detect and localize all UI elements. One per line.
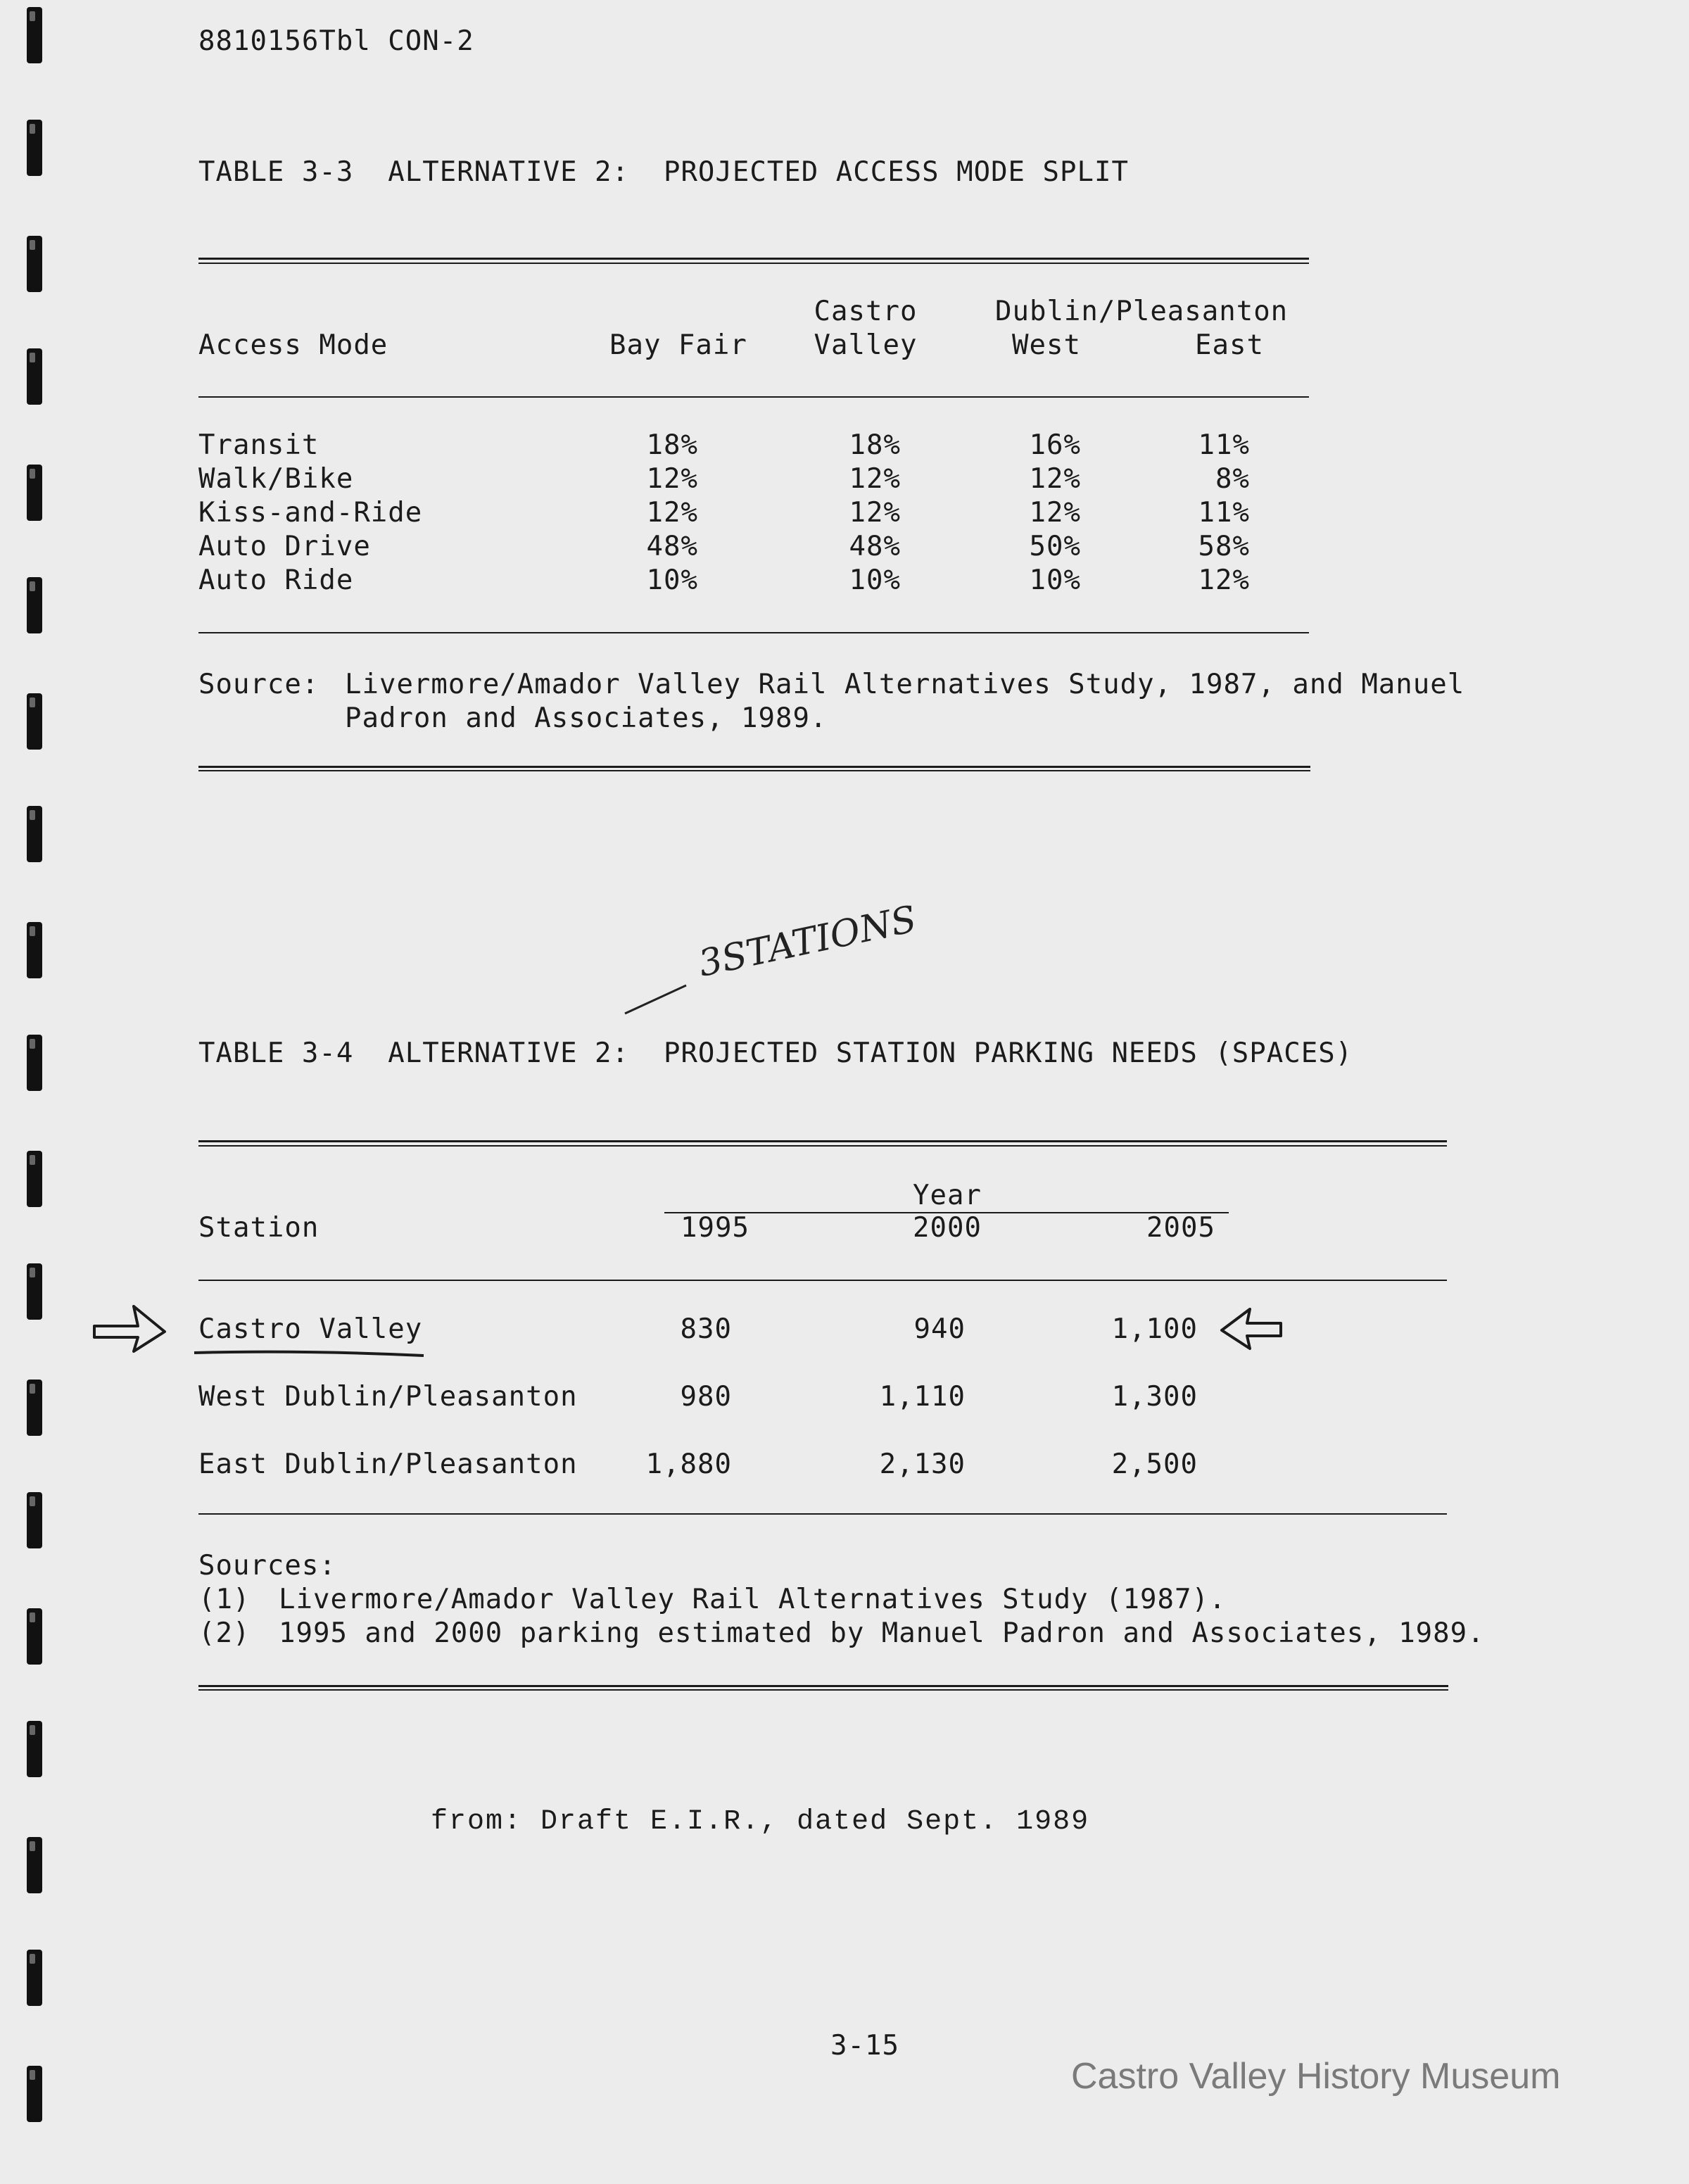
table1-cell-west: 12% <box>1029 463 1081 495</box>
table2-cell-station: Castro Valley <box>198 1313 423 1345</box>
table2-cell-2000: 1,110 <box>879 1381 966 1413</box>
table1-header-access-mode: Access Mode <box>198 329 388 361</box>
table2-cell-1995: 830 <box>680 1313 732 1345</box>
table2-source1: Livermore/Amador Valley Rail Alternatives Study (1987). <box>279 1584 1227 1615</box>
table1-end-rule <box>198 770 1310 771</box>
table1-bottom-rule <box>198 632 1309 633</box>
table2-header-year: Year <box>913 1180 982 1211</box>
table2-cell-2000: 2,130 <box>879 1448 966 1480</box>
binder-hole <box>27 1151 42 1207</box>
table1-cell-west: 16% <box>1029 429 1081 461</box>
table2-cell-1995: 980 <box>680 1381 732 1413</box>
table1-cell-mode: Auto Ride <box>198 564 354 596</box>
binder-holes <box>21 0 49 2184</box>
table2-title: TABLE 3-4 ALTERNATIVE 2: PROJECTED STATION PARKING NEEDS (SPACES) <box>198 1037 1353 1069</box>
table1-cell-mode: Transit <box>198 429 320 461</box>
binder-hole <box>27 693 42 750</box>
castro-valley-underline <box>194 1352 424 1356</box>
table2-cell-1995: 1,880 <box>645 1448 732 1480</box>
table1-cell-castro: 48% <box>849 531 901 562</box>
binder-hole <box>27 465 42 521</box>
table2-source2: 1995 and 2000 parking estimated by Manuel Padron and Associates, 1989. <box>279 1617 1485 1649</box>
table2-source1-number: (1) <box>198 1584 251 1615</box>
table2-cell-2005: 2,500 <box>1111 1448 1198 1480</box>
table1-cell-castro: 12% <box>849 463 901 495</box>
table2-cell-station: East Dublin/Pleasanton <box>198 1448 578 1480</box>
table1-header-dublin-group: Dublin/Pleasanton <box>995 296 1289 327</box>
table2-header-rule <box>198 1280 1447 1281</box>
binder-hole <box>27 922 42 978</box>
binder-hole <box>27 1608 42 1665</box>
from-note: from: Draft E.I.R., dated Sept. 1989 <box>431 1806 1090 1838</box>
binder-hole <box>27 1492 42 1548</box>
table1-cell-bay-fair: 18% <box>646 429 698 461</box>
table2-end-rule <box>198 1685 1448 1687</box>
table1-cell-east: 12% <box>1198 564 1250 596</box>
table2-cell-2000: 940 <box>913 1313 966 1345</box>
table1-cell-west: 12% <box>1029 497 1081 529</box>
table1-top-rule <box>198 263 1309 264</box>
table1-cell-east: 11% <box>1198 497 1250 529</box>
binder-hole <box>27 120 42 176</box>
binder-hole <box>27 236 42 292</box>
table1-cell-castro: 10% <box>849 564 901 596</box>
binder-hole <box>27 348 42 405</box>
table1-cell-bay-fair: 10% <box>646 564 698 596</box>
table2-cell-2005: 1,300 <box>1111 1381 1198 1413</box>
left-arrow-icon <box>1222 1309 1281 1349</box>
table1-cell-bay-fair: 12% <box>646 463 698 495</box>
handwritten-annotation: 3STATIONS <box>695 897 921 985</box>
table1-source-line2: Padron and Associates, 1989. <box>345 702 828 734</box>
table1-cell-east: 58% <box>1198 531 1250 562</box>
table2-bottom-rule <box>198 1513 1447 1515</box>
table2-cell-2005: 1,100 <box>1111 1313 1198 1345</box>
binder-hole <box>27 577 42 633</box>
table1-cell-mode: Auto Drive <box>198 531 371 562</box>
binder-hole <box>27 1837 42 1893</box>
table2-top-rule <box>198 1145 1447 1147</box>
table1-cell-mode: Walk/Bike <box>198 463 354 495</box>
table1-cell-east: 11% <box>1198 429 1250 461</box>
table1-cell-castro: 18% <box>849 429 901 461</box>
binder-hole <box>27 2066 42 2122</box>
table2-cell-station: West Dublin/Pleasanton <box>198 1381 578 1413</box>
table2-end-rule <box>198 1689 1448 1691</box>
binder-hole <box>27 1263 42 1320</box>
table1-source-line1: Livermore/Amador Valley Rail Alternatives Study, 1987, and Manuel <box>345 669 1465 700</box>
handdrawn-markings <box>0 0 1 1</box>
table2-header-1995: 1995 <box>681 1212 749 1244</box>
binder-hole <box>27 1035 42 1091</box>
table1-source-label: Source: <box>198 669 320 700</box>
table1-title: TABLE 3-3 ALTERNATIVE 2: PROJECTED ACCESS MODE SPLIT <box>198 156 1129 188</box>
table1-header-bay-fair: Bay Fair <box>609 329 747 361</box>
table1-cell-bay-fair: 48% <box>646 531 698 562</box>
page-number: 3-15 <box>830 2030 899 2062</box>
table1-end-rule <box>198 766 1310 768</box>
table1-header-rule <box>198 396 1309 398</box>
table1-header-west: West <box>1012 329 1081 361</box>
watermark: Castro Valley History Museum <box>1071 2056 1561 2097</box>
table2-top-rule <box>198 1140 1447 1142</box>
table2-source2-number: (2) <box>198 1617 251 1649</box>
table1-top-rule <box>198 258 1309 260</box>
table1-cell-mode: Kiss-and-Ride <box>198 497 423 529</box>
binder-hole <box>27 7 42 63</box>
table1-cell-castro: 12% <box>849 497 901 529</box>
table1-header-east: East <box>1195 329 1264 361</box>
table2-sources-label: Sources: <box>198 1550 336 1582</box>
binder-hole <box>27 806 42 862</box>
table2-header-2000: 2000 <box>913 1212 982 1244</box>
binder-hole <box>27 1721 42 1777</box>
table1-cell-bay-fair: 12% <box>646 497 698 529</box>
table2-header-station: Station <box>198 1212 320 1244</box>
table1-header-castro-bottom: Valley <box>814 329 918 361</box>
binder-hole <box>27 1380 42 1436</box>
binder-hole <box>27 1950 42 2006</box>
table2-header-2005: 2005 <box>1146 1212 1215 1244</box>
table1-cell-west: 10% <box>1029 564 1081 596</box>
table1-cell-west: 50% <box>1029 531 1081 562</box>
right-arrow-icon <box>94 1306 165 1351</box>
document-code: 8810156Tbl CON-2 <box>198 25 474 57</box>
table1-cell-east: 8% <box>1215 463 1250 495</box>
table1-header-castro-top: Castro <box>814 296 918 327</box>
